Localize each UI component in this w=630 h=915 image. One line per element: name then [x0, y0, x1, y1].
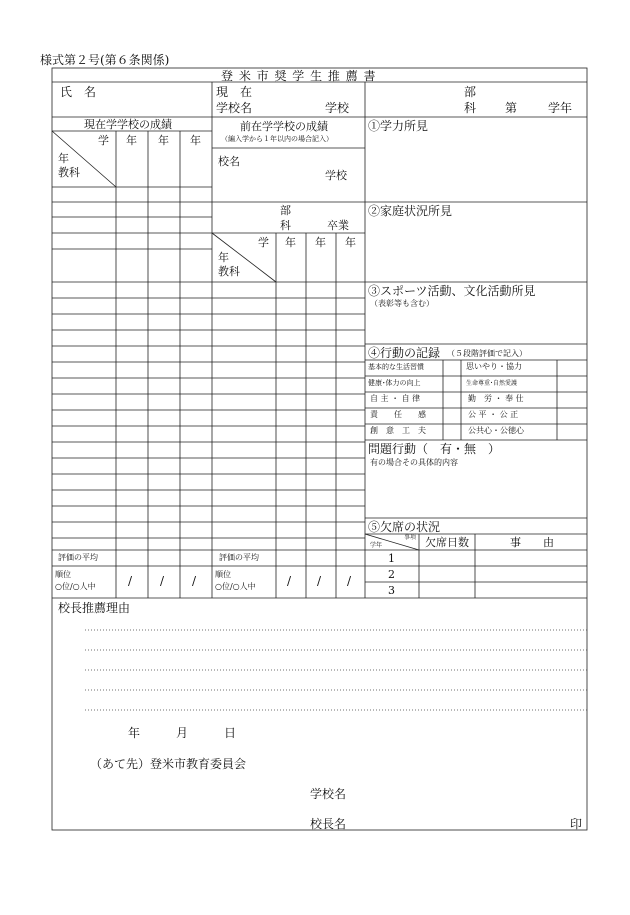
previous-rank-label: 順位 [215, 570, 231, 579]
current-rank-slash-3: / [192, 574, 197, 588]
academic-section-title: ①学力所見 [368, 119, 429, 133]
current-year-2: 年 [158, 134, 169, 147]
sports-section-note: （表彰等も含む） [370, 299, 434, 308]
previous-diag-bottom: 教科 [218, 265, 240, 278]
previous-grades-note: （編入学から１年以内の場合記入） [221, 135, 333, 143]
previous-school-suffix: 学校 [325, 169, 347, 182]
current-rank-slash-1: / [128, 574, 133, 588]
course-label: 科 [464, 101, 477, 115]
previous-rank-detail: ○位/○人中 [215, 582, 256, 591]
problem-behavior-title: 問題行動（ 有・無 ） [368, 442, 501, 456]
previous-school-name-label: 校名 [218, 155, 240, 168]
recommendation-principal-label: 校長名 [310, 817, 347, 831]
absence-reason-header: 事 由 [510, 536, 554, 549]
school-name-label: 学校名 [216, 101, 253, 115]
previous-diag-mid: 年 [218, 251, 229, 264]
absence-diag-top: 事項 [404, 534, 417, 541]
current-rank-label: 順位 [55, 570, 71, 579]
recommendation-title: 校長推薦理由 [58, 601, 131, 615]
previous-rank-slash-2: / [317, 574, 322, 588]
current-label: 現 在 [216, 85, 253, 99]
sports-section-title: ③スポーツ活動、文化活動所見 [368, 284, 536, 298]
previous-graduate-label: 卒業 [327, 219, 349, 232]
dept-label: 部 [464, 85, 477, 99]
absence-row-grade: 3 [388, 584, 395, 597]
absence-row-grade: 1 [388, 552, 395, 565]
absence-diag-bottom: 学年 [370, 542, 383, 549]
previous-rank-slash-1: / [287, 574, 292, 588]
behavior-item-left: 責 任 感 [370, 410, 426, 419]
absence-row-grade: 2 [388, 568, 395, 581]
absence-days-header: 欠席日数 [425, 536, 469, 549]
behavior-section-title: ④行動の記録 [368, 346, 441, 360]
previous-course-label: 科 [280, 219, 291, 232]
name-label: 氏 名 [60, 85, 97, 99]
previous-rank-slash-3: / [347, 574, 352, 588]
current-rank-detail: ○位/○人中 [55, 582, 96, 591]
recommendation-date: 年 月 日 [128, 726, 237, 740]
behavior-item-left: 健康･体力の向上 [368, 379, 421, 387]
recommendation-addressee: （あて先）登米市教育委員会 [90, 757, 247, 771]
absence-section-title: ⑤欠席の状況 [368, 520, 441, 534]
previous-grades-title: 前在学学校の成績 [240, 120, 328, 133]
current-year-1: 年 [126, 134, 137, 147]
current-diag-top: 学 [98, 134, 109, 147]
behavior-item-left: 基本的な生活習慣 [368, 363, 424, 371]
previous-year-1: 年 [285, 236, 296, 249]
behavior-item-right: 生命尊重･自然愛護 [466, 380, 518, 387]
current-diag-mid: 年 [58, 152, 69, 165]
behavior-item-right: 公共心・公徳心 [468, 426, 524, 435]
previous-diag-top: 学 [258, 236, 269, 249]
seal-mark: 印 [570, 817, 583, 831]
behavior-item-left: 自 主 ・ 自 律 [370, 394, 421, 403]
form-number: 様式第２号(第６条関係) [40, 53, 170, 67]
current-year-3: 年 [190, 134, 201, 147]
school-suffix: 学校 [325, 101, 350, 115]
grade-suffix: 学年 [548, 101, 573, 115]
problem-behavior-note: 有の場合その具体的内容 [370, 458, 458, 467]
behavior-item-right: 思いやり・協力 [466, 362, 522, 371]
previous-year-2: 年 [315, 236, 326, 249]
family-section-title: ②家庭状況所見 [368, 204, 453, 218]
previous-year-3: 年 [345, 236, 356, 249]
previous-dept-label: 部 [280, 204, 291, 217]
behavior-item-left: 創 意 工 夫 [370, 426, 426, 435]
current-rank-slash-2: / [160, 574, 165, 588]
current-grades-title: 現在学学校の成績 [84, 118, 172, 131]
recommendation-school-name-label: 学校名 [310, 787, 347, 801]
behavior-item-right: 勤 労 ・ 奉 仕 [468, 394, 524, 403]
form-title: 登 米 市 奨 学 生 推 薦 書 [221, 69, 377, 83]
current-diag-bottom: 教科 [58, 166, 80, 179]
behavior-item-right: 公 平 ・ 公 正 [468, 410, 519, 419]
current-avg-label: 評価の平均 [58, 553, 98, 562]
previous-avg-label: 評価の平均 [219, 553, 259, 562]
behavior-section-note: （５段階評価で記入） [447, 349, 527, 358]
grade-no-label: 第 [505, 101, 518, 115]
